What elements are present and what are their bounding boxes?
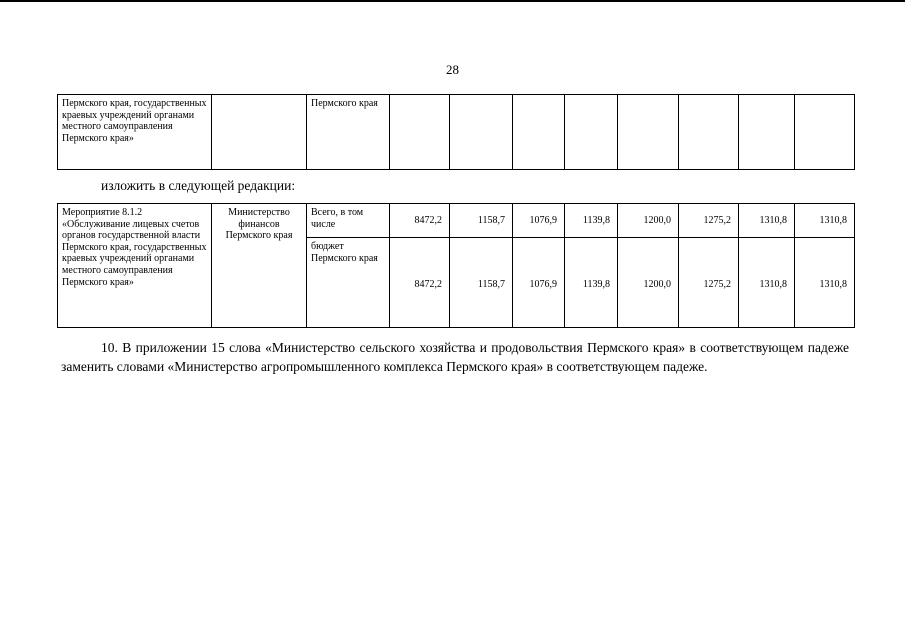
edit-caption: изложить в следующей редакции: (101, 178, 296, 193)
funding-source-cell: бюджет Пермского края (307, 238, 390, 328)
value-cell: 8472,2 (390, 204, 450, 238)
value-cell (390, 95, 450, 170)
value-cell (513, 95, 565, 170)
funding-source-cell: Всего, в том числе (307, 204, 390, 238)
value-cell (679, 95, 739, 170)
table-new (57, 203, 855, 328)
amendment-paragraph (61, 338, 849, 376)
value-cell (739, 95, 795, 170)
value-cell (565, 95, 618, 170)
event-name-cell: Пермского края, государственных краевых учреждений органами местного самоуправления Пермского края» (58, 95, 212, 170)
value-cell: 1200,0 (618, 204, 679, 238)
paragraph-text: 10. В приложении 15 слова «Министерство сельского хозяйства и продовольствия Пермского края» в соответствующем падеже заменить словами «Министерство агропромышленного комплекса Пермского края» в соответствующем падеже. (61, 340, 849, 374)
value-cell: 1158,7 (450, 238, 513, 328)
value-cell: 8472,2 (390, 238, 450, 328)
value-cell: 1310,8 (795, 204, 855, 238)
value-cell: 1310,8 (795, 238, 855, 328)
value-cell: 1076,9 (513, 204, 565, 238)
page-top-border (0, 0, 905, 2)
value-cell: 1076,9 (513, 238, 565, 328)
event-name-cell: Мероприятие 8.1.2 «Обслуживание лицевых счетов органов государственной власти Пермского края, государственных краевых учреждений органами местного самоуправления Пермского края» (58, 204, 212, 328)
table-row (58, 204, 855, 238)
value-cell: 1275,2 (679, 204, 739, 238)
value-cell (618, 95, 679, 170)
page-number: 28 (446, 62, 459, 77)
value-cell (795, 95, 855, 170)
value-cell (450, 95, 513, 170)
table-row (58, 95, 855, 170)
responsible-cell: Министерство финансов Пермского края (212, 204, 307, 328)
value-cell: 1310,8 (739, 204, 795, 238)
value-cell: 1139,8 (565, 204, 618, 238)
value-cell: 1310,8 (739, 238, 795, 328)
value-cell: 1200,0 (618, 238, 679, 328)
value-cell: 1158,7 (450, 204, 513, 238)
value-cell: 1275,2 (679, 238, 739, 328)
funding-source-cell: Пермского края (307, 95, 390, 170)
value-cell: 1139,8 (565, 238, 618, 328)
table-previous (57, 94, 855, 170)
responsible-cell (212, 95, 307, 170)
